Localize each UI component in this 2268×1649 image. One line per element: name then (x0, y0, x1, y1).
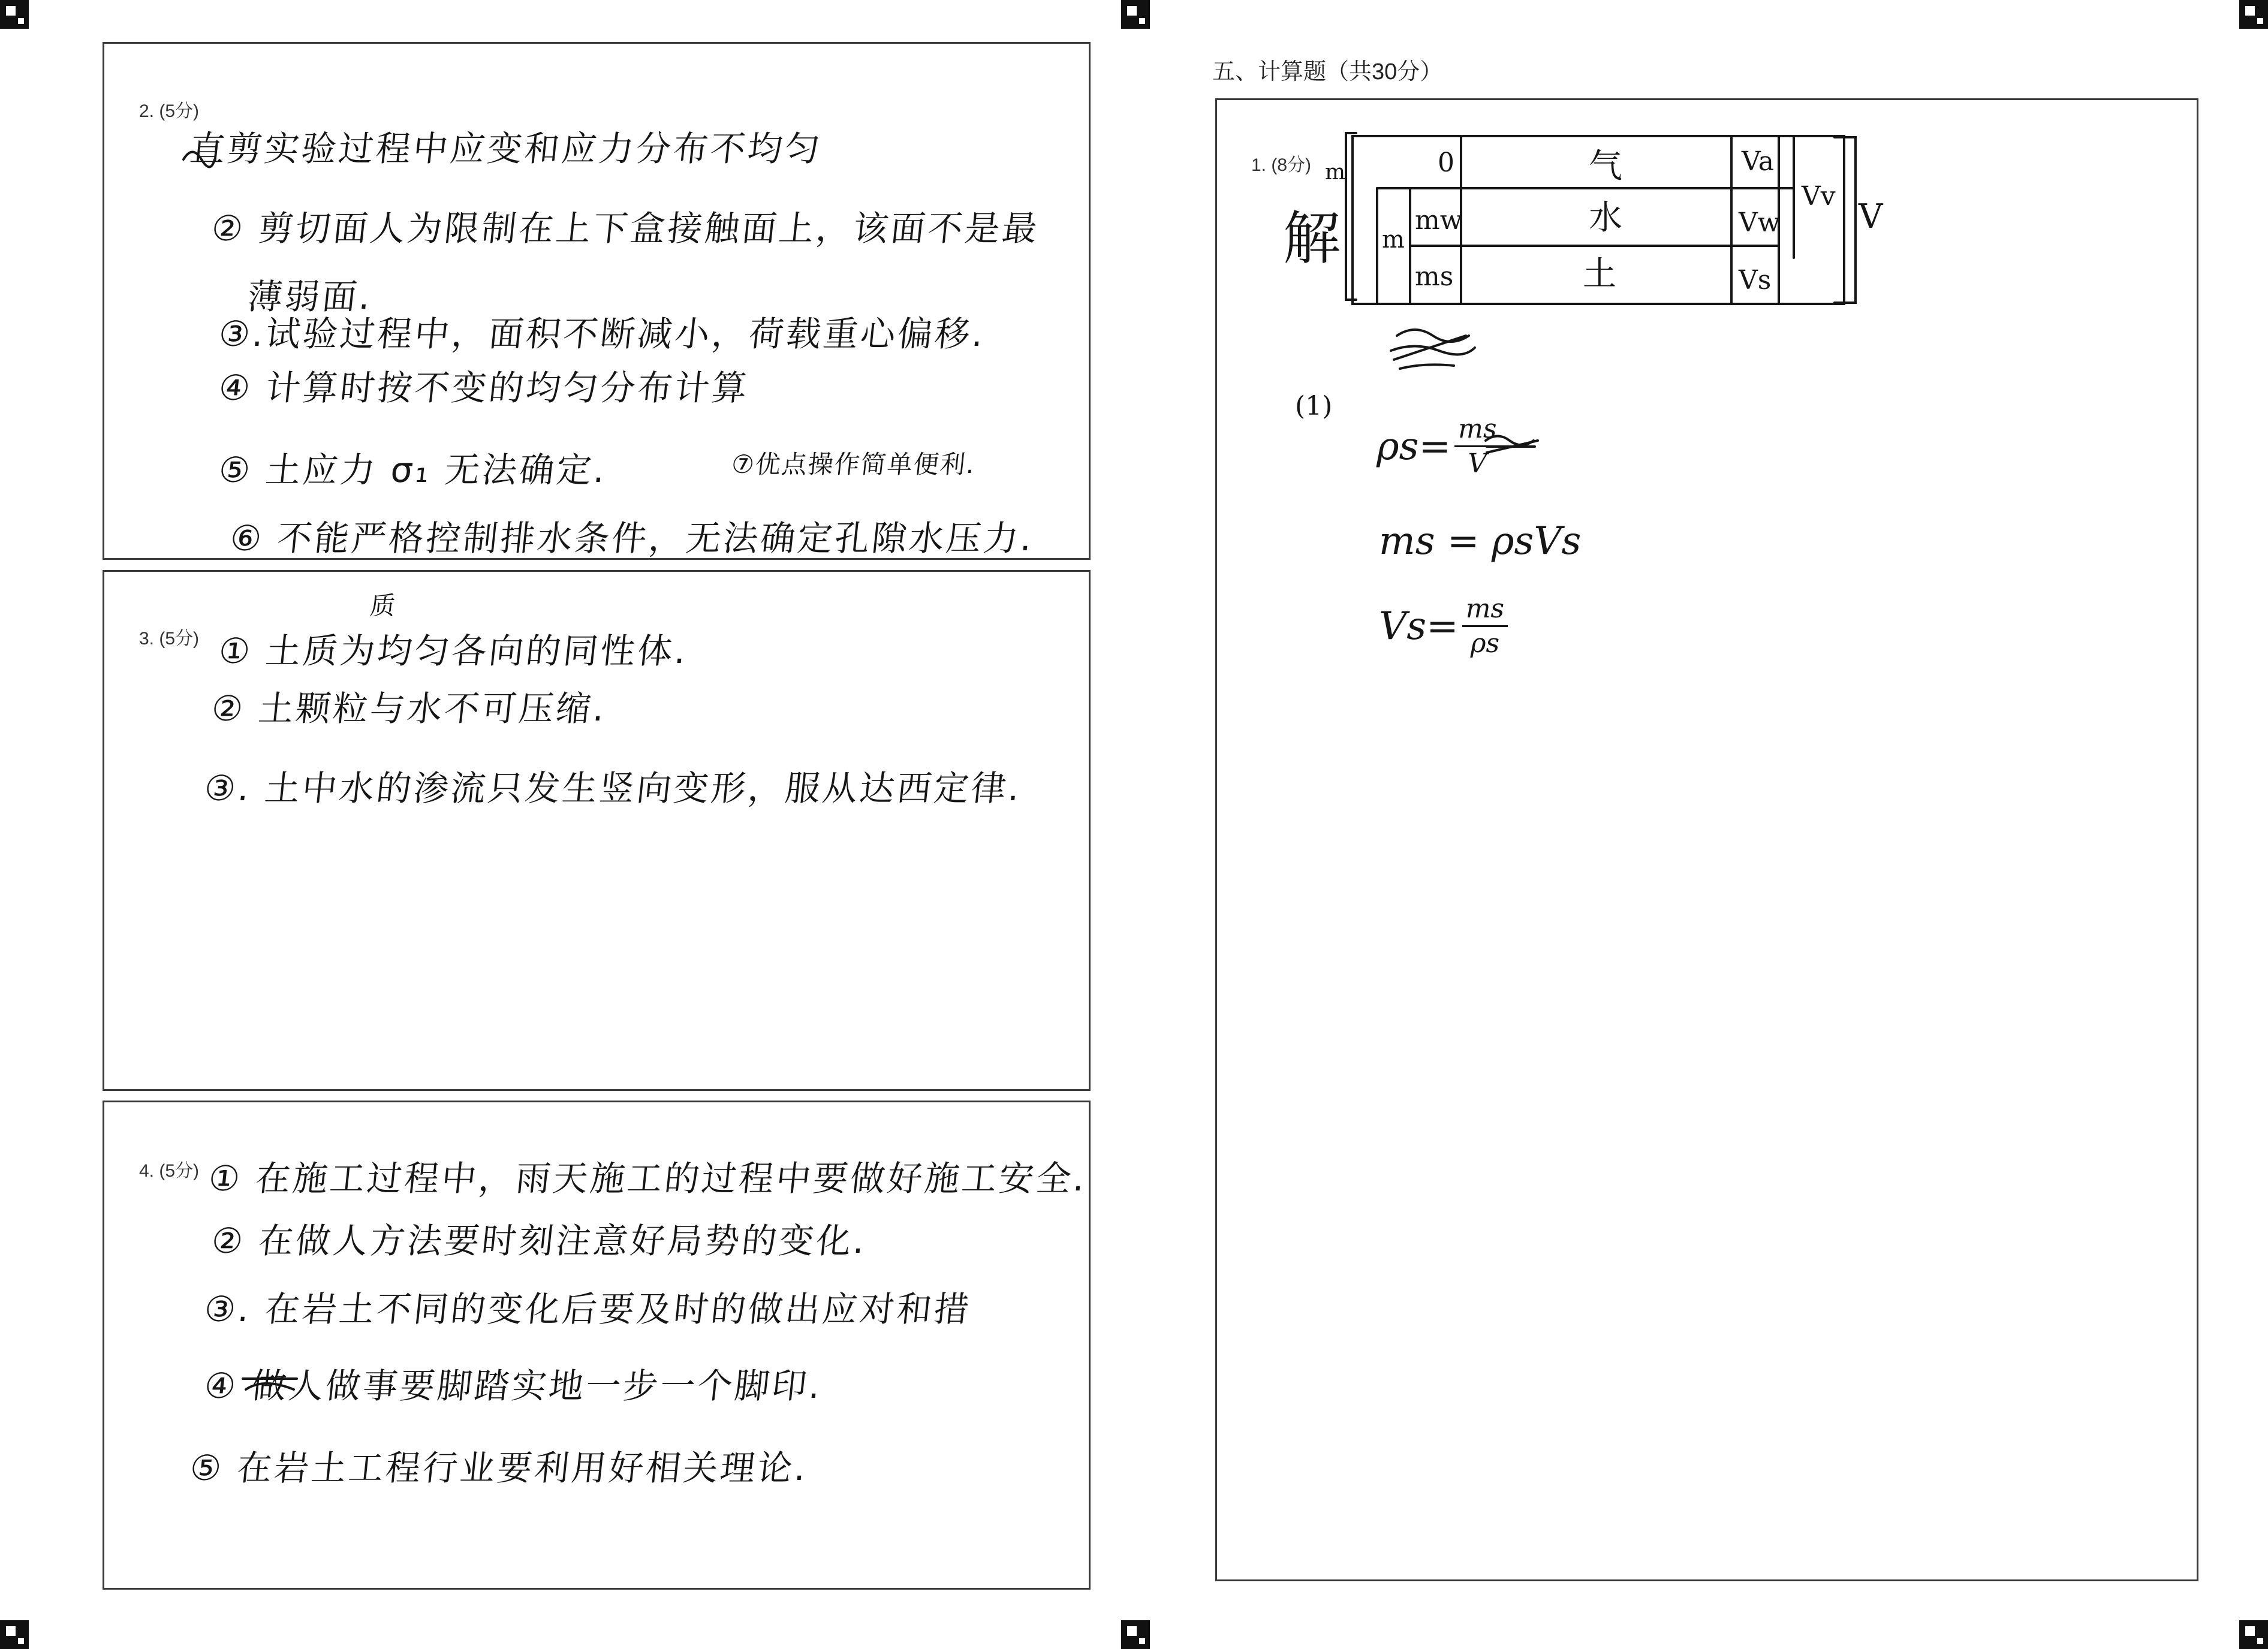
formula-lhs: Vs= (1379, 604, 1459, 649)
fraction-denominator: V (1468, 448, 1487, 479)
fraction-numerator: ms (1454, 414, 1500, 447)
registration-marker-icon (0, 1620, 29, 1649)
answer-line: ② 剪切面人为限制在上下盒接触面上，该面不是最 (209, 208, 1042, 249)
question-label: 1. (8分) (1251, 155, 1312, 175)
diagram-label-ms: ms (1415, 261, 1454, 292)
formula-lhs: ρs= (1377, 424, 1451, 469)
fraction-denominator: ρs (1470, 628, 1500, 659)
registration-marker-icon (1121, 1620, 1150, 1649)
registration-marker-icon (1121, 0, 1150, 29)
registration-marker-icon (2239, 1620, 2268, 1649)
diagram-label-vv: Vv (1802, 181, 1836, 212)
fraction (1454, 414, 1500, 479)
formula-soil-mass: ms = ρsVs (1379, 519, 1582, 563)
answer-line: ⑤ 在岩土工程行业要利用好相关理论. (188, 1448, 811, 1488)
answer-line: ③. 土中水的渗流只发生竖向变形，服从达西定律. (202, 768, 1024, 809)
diagram-label-air: 气 (1589, 147, 1622, 186)
question-label: 2. (5分) (139, 101, 200, 121)
answer-line: ⑥ 不能严格控制排水条件，无法确定孔隙水压力. (228, 518, 1037, 559)
diagram-label-soil: 土 (1583, 255, 1616, 294)
answer-note: ⑦优点操作简单便利. (730, 450, 977, 479)
section-heading: 五、计算题（共30分） (1212, 59, 1443, 85)
registration-marker-icon (2239, 0, 2268, 29)
answer-line: ④ 做人做事要脚踏实地一步一个脚印. (202, 1365, 825, 1406)
answer-line: ② 在做人方法要时刻注意好局势的变化. (209, 1220, 869, 1261)
diagram-label-vs: Vs (1739, 265, 1772, 296)
diagram-label-vw: Vw (1739, 207, 1781, 238)
question-label: 4. (5分) (139, 1161, 200, 1181)
diagram-label-zero: 0 (1438, 147, 1454, 178)
diagram-label-m: m (1382, 226, 1405, 254)
answer-line: ① 在施工过程中，雨天施工的过程中要做好施工安全. (206, 1158, 1089, 1199)
answer-line: ⑤ 土应力 σ₁ 无法确定. (216, 450, 610, 490)
part-label: (1) (1295, 391, 1333, 421)
diagram-label-v: V (1859, 197, 1883, 236)
solution-mark: 解 (1283, 205, 1341, 272)
fraction (1462, 593, 1508, 659)
answer-line: ③. 在岩土不同的变化后要及时的做出应对和措 (202, 1289, 974, 1330)
insert-mark: 质 (368, 591, 398, 620)
registration-marker-icon (0, 0, 29, 29)
answer-line: ④ 计算时按不变的均匀分布计算 (216, 367, 752, 408)
answer-line: ③.试验过程中，面积不断减小，荷载重心偏移. (216, 313, 988, 354)
answer-line: ① 土质为均匀各向的同性体. (216, 631, 691, 671)
diagram-label-water: 水 (1589, 198, 1622, 237)
answer-box-calc-q1 (1215, 98, 2198, 1581)
answer-line: ② 土颗粒与水不可压缩. (209, 688, 609, 729)
diagram-label-m: m (1325, 160, 1346, 185)
answer-line: 薄弱面. (245, 276, 375, 317)
fraction-numerator: ms (1462, 593, 1508, 627)
formula-soil-volume (1379, 593, 1508, 659)
formula-density (1377, 414, 1500, 479)
question-label: 3. (5分) (139, 629, 200, 649)
diagram-label-mw: mw (1415, 205, 1463, 236)
answer-line: 直剪实验过程中应变和应力分布不均匀 (188, 128, 824, 169)
diagram-label-va: Va (1742, 146, 1774, 177)
